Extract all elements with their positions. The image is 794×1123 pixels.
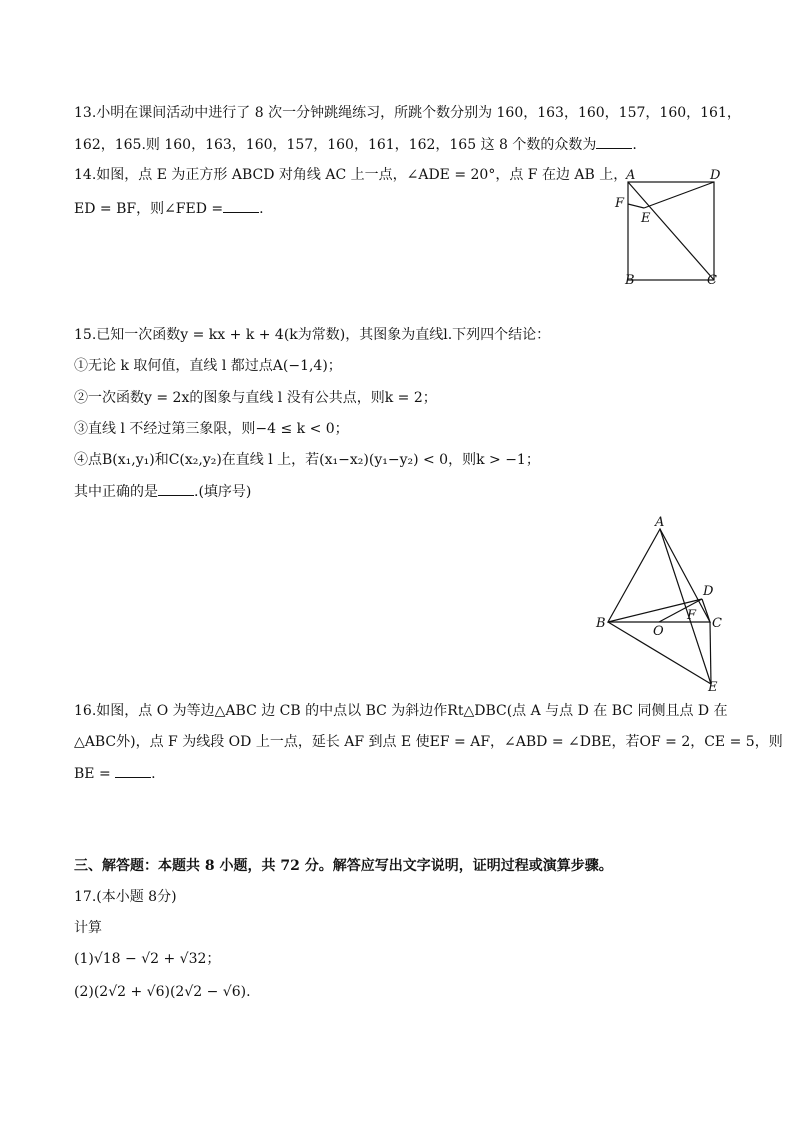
q17-instruction: 计算: [74, 920, 102, 936]
q16-text: BE =: [74, 766, 111, 782]
q16-triangle-figure: [590, 512, 730, 697]
q17-part1: (1)√18 − √2 + √32；: [74, 951, 221, 967]
q16-line2: △ABC外)，点 F 为线段 OD 上一点，延长 AF 到点 E 使EF = AF，∠ABD = ∠DBE，若OF = 2，CE = 5，则: [74, 734, 783, 750]
q15-answer-blank: [158, 481, 194, 496]
q13-answer-blank: [596, 134, 632, 149]
segment-ae: [660, 529, 711, 684]
q16-answer-blank: [115, 763, 151, 778]
section-heading: 三、解答题：本题共 8 小题，共 72 分。解答应写出文字说明，证明过程或演算步骤。: [74, 858, 613, 874]
diagonal-ac: [628, 182, 714, 280]
label-c: C: [712, 616, 722, 631]
segment-de: [644, 182, 714, 208]
label-c: C: [707, 273, 717, 288]
q14-square-figure: [600, 160, 740, 295]
label-b: B: [596, 616, 606, 631]
label-d: D: [710, 168, 721, 183]
label-f: F: [687, 608, 697, 623]
label-e: E: [641, 211, 651, 226]
q14-answer-blank: [223, 198, 259, 213]
segment-fe: [628, 204, 644, 208]
q15-option-4: ④点B(x₁,y₁)和C(x₂,y₂)在直线 l 上，若(x₁−x₂)(y₁−y₂) < 0，则k > −1；: [74, 452, 540, 468]
q15-option-3: ③直线 l 不经过第三象限，则−4 ≤ k < 0；: [74, 421, 349, 437]
segment-ce: [710, 622, 711, 684]
label-o: O: [653, 624, 664, 639]
q14-line1: 14.如图，点 E 为正方形 ABCD 对角线 AC 上一点，∠ADE = 20°，点 F 在边 AB 上，: [74, 167, 628, 183]
q15-stem: 15.已知一次函数y = kx + k + 4(k为常数)，其图象为直线l.下列四个结论：: [74, 327, 551, 343]
label-a: A: [626, 168, 636, 183]
q13-period: .: [632, 137, 637, 153]
q13-line2: [74, 134, 637, 155]
label-d: D: [703, 584, 714, 599]
q15-answer-prefix: 其中正确的是: [74, 484, 158, 500]
q15-option-2: ②一次函数y = 2x的图象与直线 l 没有公共点，则k = 2；: [74, 390, 437, 406]
q16-line3: [74, 763, 156, 784]
label-b: B: [625, 273, 635, 288]
q16-line1: 16.如图，点 O 为等边△ABC 边 CB 的中点以 BC 为斜边作Rt△DBC(点 A 与点 D 在 BC 同侧且点 D 在: [74, 703, 728, 719]
q14-line2: [74, 198, 264, 219]
q15-answer-line: [74, 481, 251, 502]
q13-line1: 13.小明在课间活动中进行了 8 次一分钟跳绳练习，所跳个数分别为 160，163，160，157，160，161，: [74, 105, 741, 121]
q17-part2: (2)(2√2 + √6)(2√2 − √6).: [74, 984, 251, 1000]
q14-period: .: [259, 201, 264, 217]
q17-title: 17.(本小题 8分): [74, 889, 177, 905]
q14-text: ED = BF，则∠FED =: [74, 201, 224, 217]
label-e: E: [708, 680, 718, 695]
q13-text: 162，165.则 160，163，160，157，160，161，162，165 这 8 个数的众数为: [74, 137, 597, 153]
q16-period: .: [151, 766, 156, 782]
q15-answer-suffix: .(填序号): [194, 484, 252, 500]
q15-option-1: ①无论 k 取何值，直线 l 都过点A(−1,4)；: [74, 358, 342, 374]
label-f: F: [615, 196, 625, 211]
label-a: A: [655, 515, 665, 530]
